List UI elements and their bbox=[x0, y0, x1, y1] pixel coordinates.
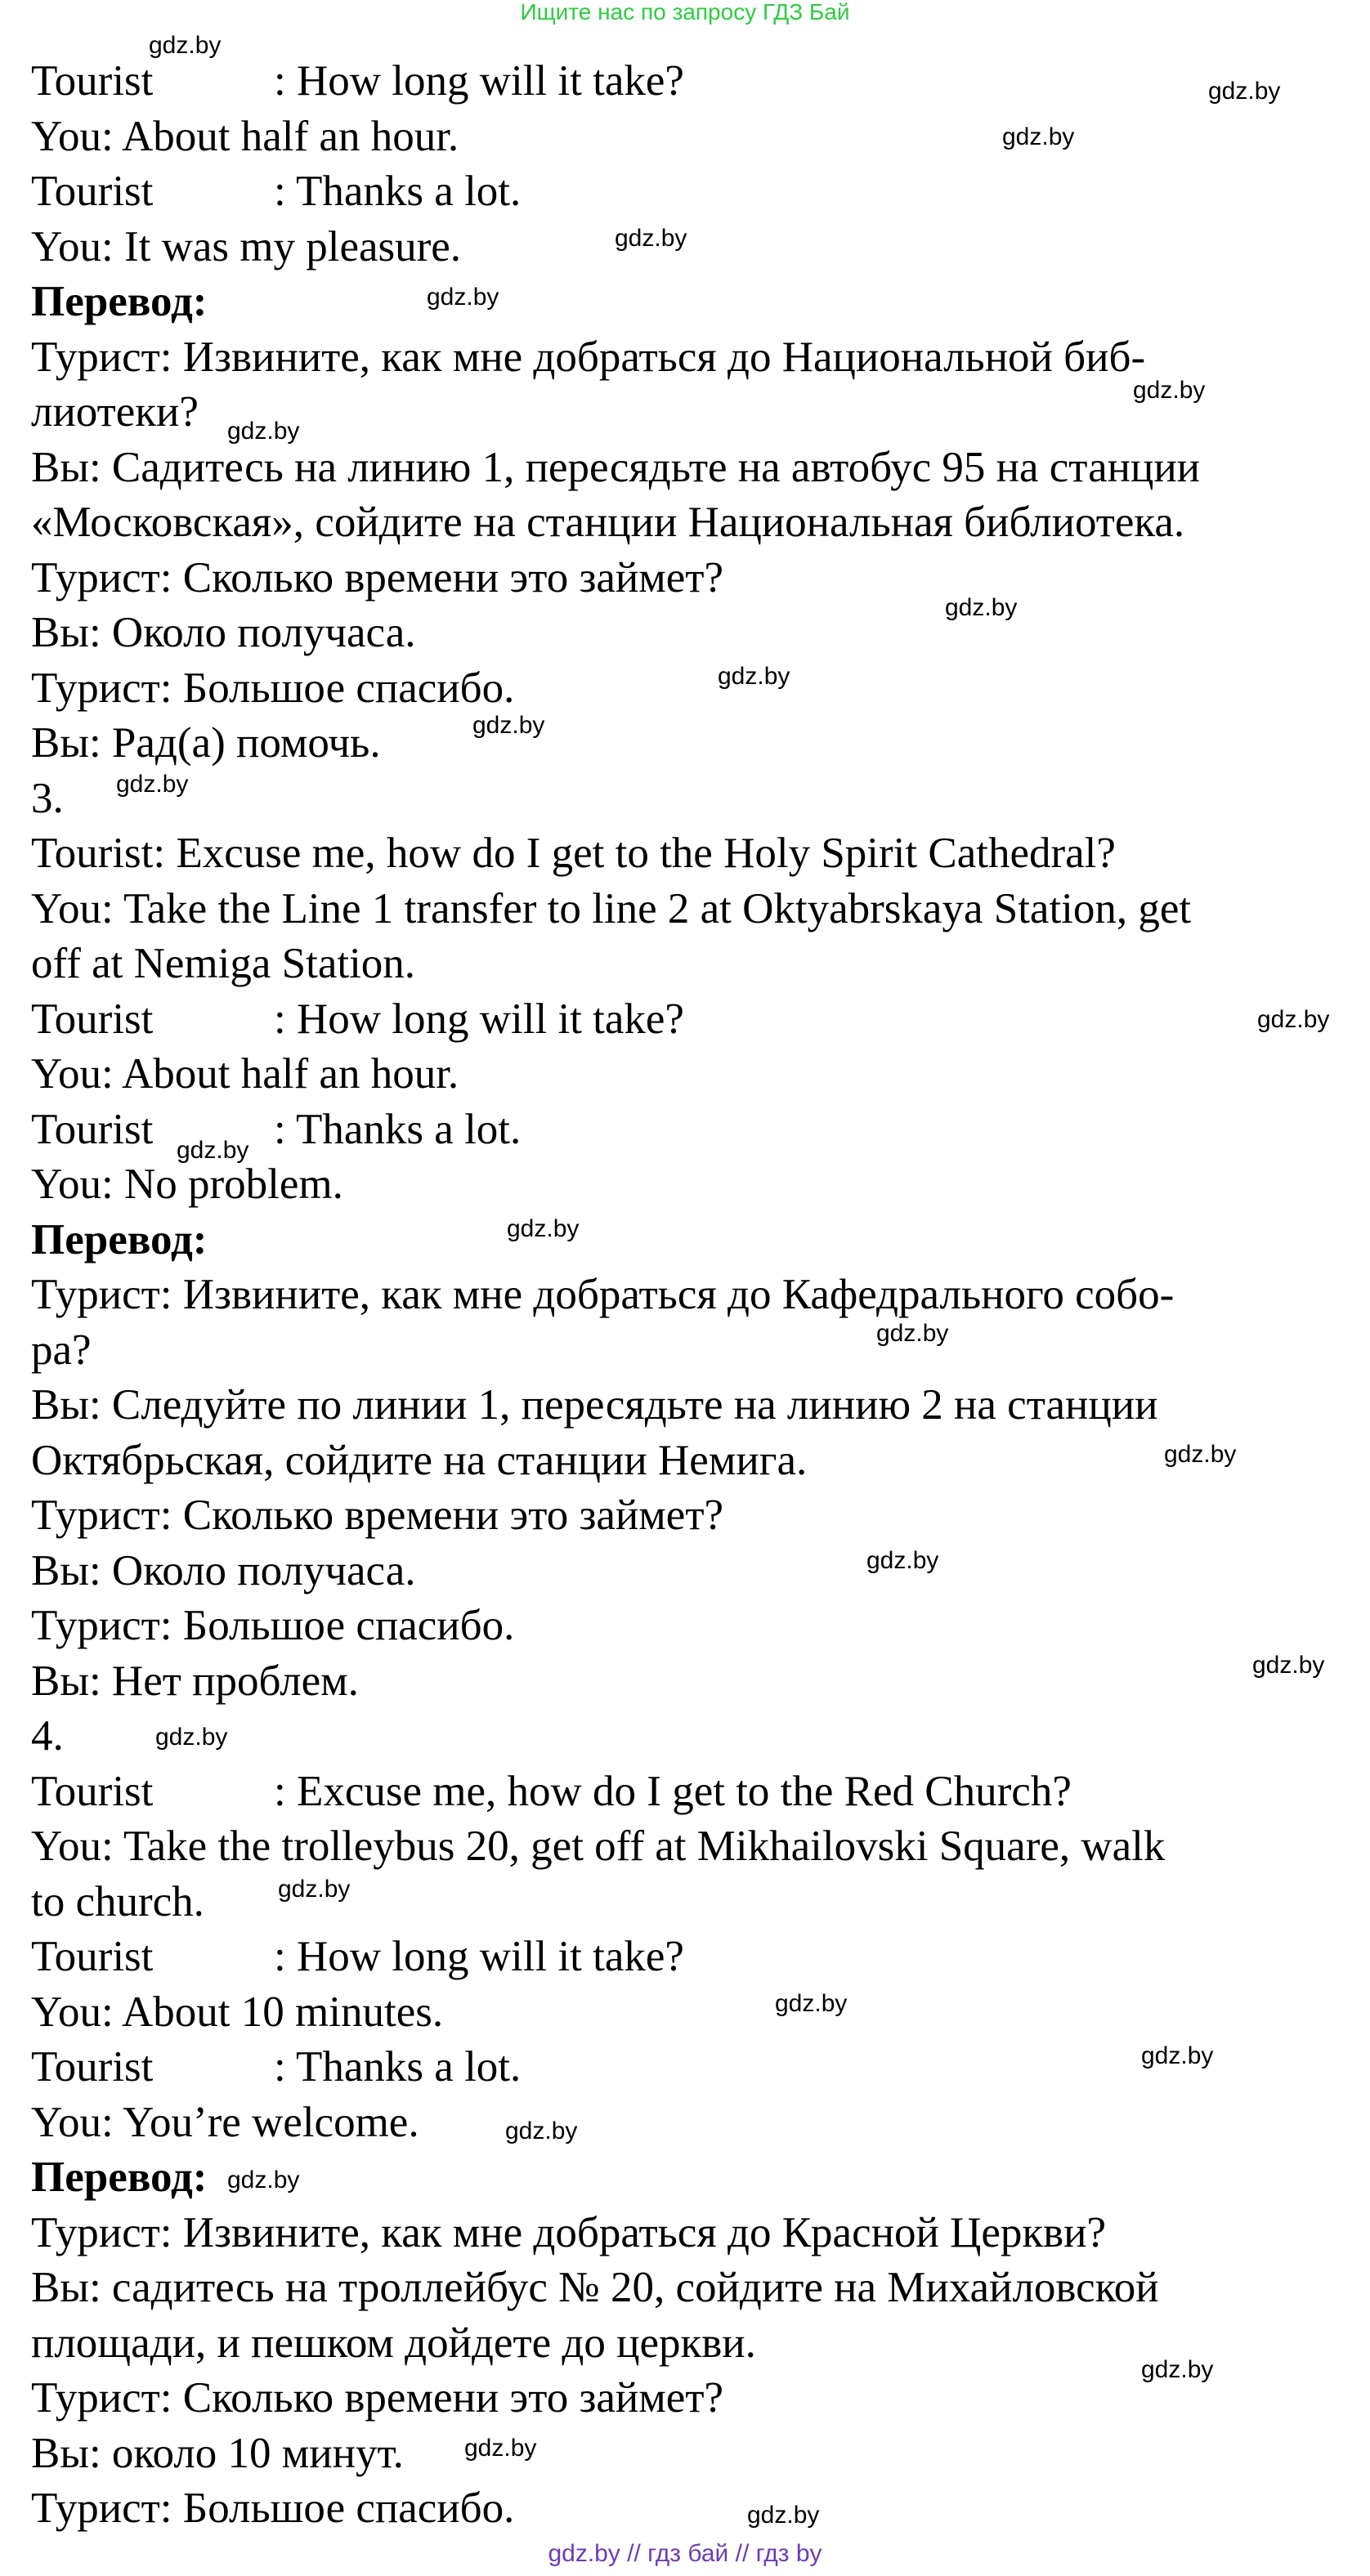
text-line: Вы: Около получаса. bbox=[31, 1547, 416, 1594]
watermark: gdz.by bbox=[747, 2502, 820, 2529]
text-line: Октябрьская, сойдите на станции Немига. bbox=[31, 1437, 808, 1484]
line-text: : Thanks a lot. bbox=[274, 168, 522, 215]
text-line: You: You’re welcome. bbox=[31, 2099, 419, 2146]
speaker-label: Tourist bbox=[31, 1933, 154, 1980]
watermark: gdz.by bbox=[1002, 123, 1075, 150]
speaker-label: Tourist bbox=[31, 995, 154, 1043]
section-heading: Перевод: bbox=[31, 2153, 208, 2201]
watermark: gdz.by bbox=[1141, 2356, 1214, 2383]
text-line: You: No problem. bbox=[31, 1161, 343, 1208]
text-line: Турист: Большое спасибо. bbox=[31, 664, 515, 712]
text-line: «Московская», сойдите на станции Национальная библиотека. bbox=[31, 499, 1185, 546]
text-line: Вы: Рад(а) помочь. bbox=[31, 719, 381, 767]
watermark: gdz.by bbox=[278, 1876, 351, 1903]
text-line bbox=[31, 54, 684, 109]
text-line: Турист: Сколько времени это займет? bbox=[31, 1491, 724, 1539]
text-line: You: About 10 minutes. bbox=[31, 1988, 444, 2036]
watermark: gdz.by bbox=[155, 1724, 228, 1751]
watermark: gdz.by bbox=[945, 594, 1018, 621]
text-line: Tourist: Excuse me, how do I get to the Holy Spirit Cathedral? bbox=[31, 830, 1116, 877]
text-line: Турист: Извините, как мне добраться до Красной Церкви? bbox=[31, 2209, 1107, 2256]
watermark: gdz.by bbox=[775, 1990, 848, 2017]
watermark: gdz.by bbox=[1141, 2042, 1214, 2069]
text-line: You: Take the Line 1 transfer to line 2 at Oktyabrskaya Station, get bbox=[31, 885, 1192, 932]
line-text: : How long will it take? bbox=[274, 995, 684, 1043]
text-line bbox=[31, 164, 521, 219]
speaker-label: Tourist bbox=[31, 168, 154, 215]
text-line bbox=[31, 1930, 684, 1984]
text-line bbox=[31, 1102, 521, 1157]
section-number: 3. bbox=[31, 775, 64, 822]
watermark: gdz.by bbox=[1164, 1441, 1237, 1468]
text-line: Вы: Нет проблем. bbox=[31, 1657, 359, 1705]
watermark: gdz.by bbox=[1133, 377, 1206, 404]
watermark: gdz.by bbox=[227, 2167, 300, 2194]
watermark: gdz.by bbox=[464, 2435, 537, 2462]
section-heading: Перевод: bbox=[31, 1216, 208, 1263]
text-line: Вы: садитесь на троллейбус № 20, сойдите на Михайловской bbox=[31, 2264, 1159, 2311]
text-line: лиотеки? bbox=[31, 388, 199, 436]
watermark: gdz.by bbox=[507, 1215, 580, 1242]
footer-links[interactable]: gdz.by // гдз бай // гдз by bbox=[548, 2540, 822, 2567]
text-line: Вы: около 10 минут. bbox=[31, 2430, 404, 2477]
watermark: gdz.by bbox=[177, 1137, 249, 1164]
watermark: gdz.by bbox=[149, 32, 222, 59]
line-text: : Thanks a lot. bbox=[274, 1106, 522, 1153]
text-line: Турист: Сколько времени это займет? bbox=[31, 554, 724, 602]
watermark: gdz.by bbox=[227, 418, 300, 445]
text-line bbox=[31, 992, 684, 1047]
watermark: gdz.by bbox=[505, 2118, 578, 2144]
text-line: Турист: Сколько времени это займет? bbox=[31, 2374, 724, 2422]
text-line: площади, и пешком дойдете до церкви. bbox=[31, 2319, 756, 2367]
text-line: Вы: Около получаса. bbox=[31, 609, 416, 656]
text-line: Вы: Садитесь на линию 1, пересядьте на автобус 95 на станции bbox=[31, 444, 1201, 491]
watermark: gdz.by bbox=[1208, 78, 1281, 105]
speaker-label: Tourist bbox=[31, 1768, 154, 1815]
watermark: gdz.by bbox=[116, 771, 189, 798]
watermark: gdz.by bbox=[427, 284, 499, 311]
text-line: Турист: Большое спасибо. bbox=[31, 2484, 515, 2532]
watermark: gdz.by bbox=[615, 225, 687, 252]
speaker-label: Tourist bbox=[31, 2043, 154, 2091]
line-text: : How long will it take? bbox=[274, 57, 684, 105]
watermark: gdz.by bbox=[718, 663, 790, 690]
section-number: 4. bbox=[31, 1712, 64, 1760]
line-text: : How long will it take? bbox=[274, 1933, 684, 1980]
text-line: You: Take the trolleybus 20, get off at Mikhailovski Square, walk bbox=[31, 1822, 1166, 1870]
text-line: You: About half an hour. bbox=[31, 1050, 459, 1098]
text-line: ра? bbox=[31, 1326, 92, 1374]
watermark: gdz.by bbox=[472, 712, 545, 739]
text-line: You: About half an hour. bbox=[31, 113, 459, 160]
text-line: Турист: Извините, как мне добраться до Национальной биб- bbox=[31, 333, 1146, 381]
watermark: gdz.by bbox=[1257, 1006, 1330, 1033]
text-line: off at Nemiga Station. bbox=[31, 940, 416, 987]
speaker-label: Tourist bbox=[31, 57, 154, 105]
text-line: Турист: Извините, как мне добраться до Кафедрального собо- bbox=[31, 1271, 1175, 1318]
watermark: gdz.by bbox=[1252, 1652, 1325, 1679]
watermark: gdz.by bbox=[876, 1320, 949, 1347]
text-line: Турист: Большое спасибо. bbox=[31, 1602, 515, 1649]
text-line bbox=[31, 1764, 1072, 1819]
watermark: gdz.by bbox=[866, 1547, 939, 1574]
line-text: : Thanks a lot. bbox=[274, 2043, 522, 2091]
text-line: to church. bbox=[31, 1878, 204, 1925]
top-banner[interactable]: Ищите нас по запросу ГДЗ Бай bbox=[520, 0, 850, 25]
line-text: : Excuse me, how do I get to the Red Church? bbox=[274, 1768, 1072, 1815]
section-heading: Перевод: bbox=[31, 278, 208, 325]
text-line bbox=[31, 2040, 521, 2095]
speaker-label: Tourist bbox=[31, 1106, 154, 1153]
text-line: You: It was my pleasure. bbox=[31, 223, 462, 271]
text-line: Вы: Следуйте по линии 1, пересядьте на линию 2 на станции bbox=[31, 1381, 1158, 1429]
